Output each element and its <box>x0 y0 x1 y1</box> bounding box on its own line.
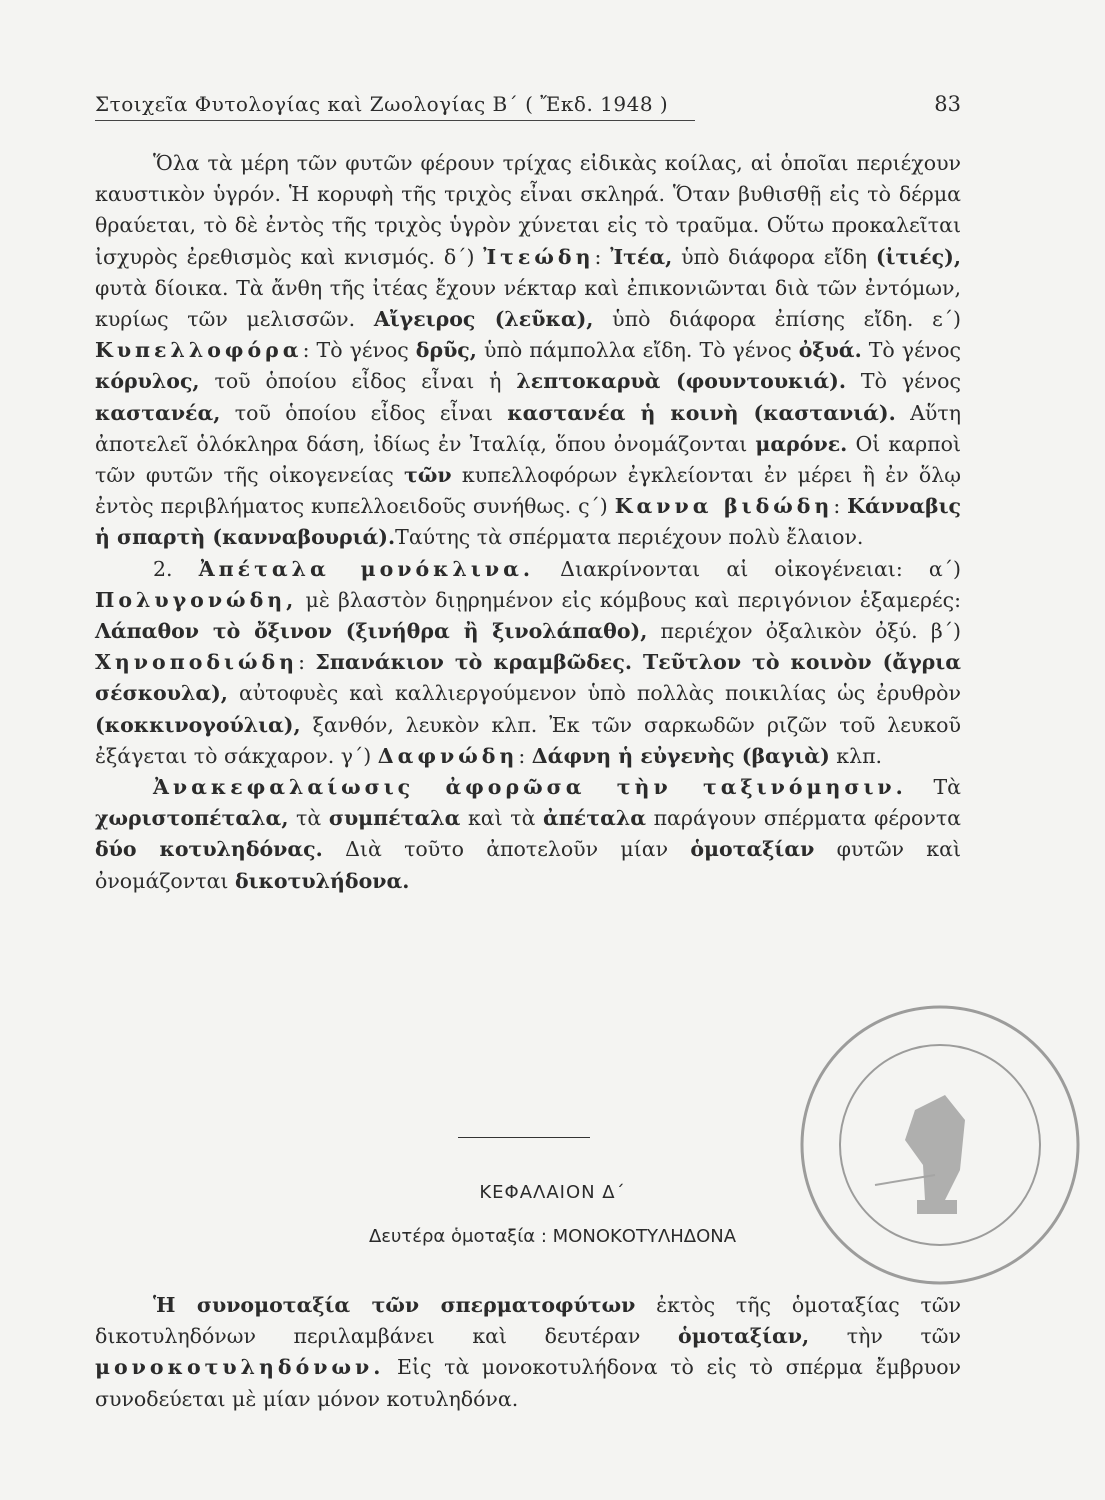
page-number: 83 <box>934 92 961 116</box>
text-run: Ὅλα τὰ μέρη τῶν φυτῶν φέρουν τρίχας εἰδικὰς κοίλας, αἱ ὁποῖαι περιέχουν καυστικὸν ὑγρόν. Ἡ κορυφὴ τῆς τριχὸς εἶναι σκληρά. Ὅταν βυθισθῇ εἰς τὸ δέρμα θραύεται, τὸ δὲ ἐντὸς τῆς τριχὸς ὑγρὸν χύνεται εἰς τὸ τραῦμα. Οὕτω προκαλεῖται ἰσχυρὸς ἐρεθισμὸς καὶ κνισμός. δ΄) <box>95 151 961 269</box>
main-text <box>95 148 961 897</box>
paragraph-monocotyledons <box>95 1290 961 1415</box>
term-dafni: Δάφνη ἡ εὐγενὴς (βαγιὰ) <box>531 743 830 768</box>
text-run: : <box>298 650 316 675</box>
term-dyo-kotylidonas: δύο κοτυληδόνας. <box>95 837 323 862</box>
text-run: 2. <box>153 556 199 581</box>
text-run: Τὸ γένος <box>845 369 961 394</box>
term-dikotylidona: δικοτυλήδονα. <box>234 868 410 893</box>
text-run: Διὰ τοῦτο ἀποτελοῦν μίαν <box>322 837 691 862</box>
text-run: Ταύτης τὰ σπέρματα περιέχουν πολὺ ἔλαιον. <box>395 525 864 550</box>
text-run: περιέχον ὀξαλικὸν ὀξύ. β΄) <box>647 619 961 644</box>
section-separator <box>458 1137 590 1138</box>
term-ities: (ἰτιές), <box>875 244 961 269</box>
text-run: φυτὰ δίοικα. Τὰ ἄνθη τῆς ἰτέας ἔχουν νέκταρ καὶ ἐπικονιῶνται διὰ τῶν ἐντόμων, κυρίως τῶν μελισσῶν. <box>95 275 961 332</box>
term-polygonwdh: Πολυγονώδη, <box>95 587 298 612</box>
term-apetala-monoklina: Ἀπέταλα μονόκλινα. <box>198 556 534 581</box>
term-kastanea: καστανέα, <box>95 400 221 425</box>
term-lapathon: Λάπαθον τὸ ὄξινον (ξινήθρα ἢ ξινολάπαθο), <box>95 619 648 644</box>
text-run: : <box>833 494 848 519</box>
term-korylos: κόρυλος, <box>95 369 200 394</box>
term-kastanea-koini: καστανέα ἡ κοινὴ (καστανιά). <box>507 400 896 425</box>
text-run: : Τὸ γένος <box>302 338 416 363</box>
term-aigeiros: Αἴγειρος (λεῦκα), <box>373 307 594 332</box>
term-omotaxian: ὁμοταξίαν <box>690 837 815 862</box>
running-title: Στοιχεῖα Φυτολογίας καὶ Ζωολογίας Β΄ ( Ἔκδ. 1948 ) <box>95 92 669 116</box>
term-choristopetala: χωριστοπέταλα, <box>95 806 289 831</box>
term-chinopodiwdh: Χηνοποδιώδη <box>95 650 299 675</box>
text-run: Τὸ γένος <box>861 338 961 363</box>
text-run: κλπ. <box>829 743 883 768</box>
term-kannavis: Κάνναβις ἡ σπαρτὴ (κανναβουριά). <box>95 494 961 550</box>
stamp-emblem-figure <box>905 1095 965 1200</box>
term-oxya: ὀξυά. <box>798 338 862 363</box>
paragraph-summary <box>95 772 961 897</box>
term-apetala: ἀπέταλα <box>543 806 646 831</box>
header-rule <box>95 120 695 121</box>
term-kypellofora: Κυπελλοφόρα <box>95 338 303 363</box>
term-monokotylidonwn: μονοκοτυληδόνων. <box>95 1355 385 1380</box>
term-itea: Ἰτέα, <box>610 244 673 269</box>
term-anakefalaiwsis: Ἀνακεφαλαίωσις ἀφορῶσα τὴν ταξινόμησιν. <box>153 775 907 800</box>
text-run: : <box>518 743 532 768</box>
term-kokkinogoulia: (κοκκινογούλια), <box>95 712 301 737</box>
text-run: κυπελλοφόρων ἐγκλείονται ἐν μέρει ἢ ἐν ὅλῳ ἐντὸς περιβλήματος κυπελλοειδοῦς συνήθως. ς΄) <box>95 463 961 519</box>
stamp-emblem-base <box>917 1200 957 1214</box>
text-run: Αὕτη ἀποτελεῖ ὁλόκληρα δάση, ἰδίως ἐν Ἰταλίᾳ, ὅπου ὀνομάζονται <box>95 400 962 456</box>
text-run: αὐτοφυὲς καὶ καλλιεργούμενον ὑπὸ πολλὰς ποικιλίας ὡς ἐρυθρὸν <box>227 681 961 706</box>
text-run: Διακρίνονται αἱ οἰκογένειαι: α΄) <box>533 556 961 581</box>
text-run: παράγουν σπέρματα φέροντα <box>646 806 962 831</box>
term-marone: μαρόνε. <box>755 431 848 456</box>
text-run: τὴν τῶν <box>809 1324 961 1349</box>
chapter-text <box>95 1290 961 1415</box>
text-run: τοῦ ὁποίου εἶδος εἶναι <box>220 400 508 425</box>
text-run: μὲ βλαστὸν διῃρημένον εἰς κόμβους καὶ περιγόνιον ἑξαμερές: <box>297 587 961 612</box>
text-run: Οἱ καρποὶ τῶν φυτῶν τῆς οἰκογενείας <box>95 431 961 488</box>
text-run: τὰ <box>288 806 329 831</box>
term-synomotaxia: Ἡ συνομοταξία τῶν σπερματοφύτων <box>153 1293 636 1317</box>
paragraph-plants-families <box>95 148 961 554</box>
text-run: φυτῶν καὶ ὀνομάζονται <box>95 837 961 893</box>
chapter-title: ΚΕΦΑΛΑΙΟΝ Δ΄ <box>479 1182 626 1203</box>
text-run: ξανθόν, λευκὸν κλπ. Ἐκ τῶν σαρκωδῶν ριζῶν τοῦ λευκοῦ ἐξάγεται τὸ σάκχαρον. γ΄) <box>95 712 961 768</box>
term-ton: τῶν <box>404 463 452 488</box>
term-dafnwdh: Δαφνώδη <box>377 743 519 768</box>
term-sympetala: συμπέταλα <box>328 806 461 831</box>
term-drys: δρῦς, <box>415 338 477 363</box>
text-run: Εἰς τὰ μονοκοτυλήδονα τὸ εἰς τὸ σπέρμα ἔμβρυον συνοδεύεται μὲ μίαν μόνον κοτυληδόνα. <box>95 1355 961 1411</box>
chapter-subtitle: Δευτέρα ὁμοταξία : ΜΟΝΟΚΟΤΥΛΗΔΟΝΑ <box>368 1226 737 1247</box>
text-run: : <box>594 244 611 269</box>
term-leptokarya: λεπτοκαρυὰ (φουντουκιά). <box>516 369 846 394</box>
paragraph-apetala <box>95 554 961 772</box>
term-kannavidwdh: Καννα βιδώδη <box>614 494 834 519</box>
term-spanakion-teutlon: Σπανάκιον τὸ κραμβῶδες. Τεῦτλον τὸ κοινὸν (ἄγρια σέσκουλα), <box>95 650 961 706</box>
term-omotaxian-2: ὁμοταξίαν, <box>678 1324 810 1349</box>
library-stamp <box>795 1000 1085 1290</box>
text-run: τοῦ ὁποίου εἶδος εἶναι ἡ <box>199 369 517 394</box>
text-run: ὑπὸ διάφορα ἐπίσης εἴδη. ε΄) <box>593 307 961 332</box>
text-run: Τὰ <box>906 775 961 800</box>
text-run: ὑπὸ πάμπολλα εἴδη. Τὸ γένος <box>476 338 799 363</box>
text-run: καὶ τὰ <box>460 806 544 831</box>
running-header <box>95 92 961 122</box>
text-run: ἐκτὸς τῆς ὁμοταξίας τῶν δικοτυληδόνων περιλαμβάνει καὶ δευτέραν <box>95 1293 962 1349</box>
term-itewdh: Ἰτεώδη <box>483 244 595 269</box>
text-run: ὑπὸ διάφορα εἴδη <box>672 244 876 269</box>
